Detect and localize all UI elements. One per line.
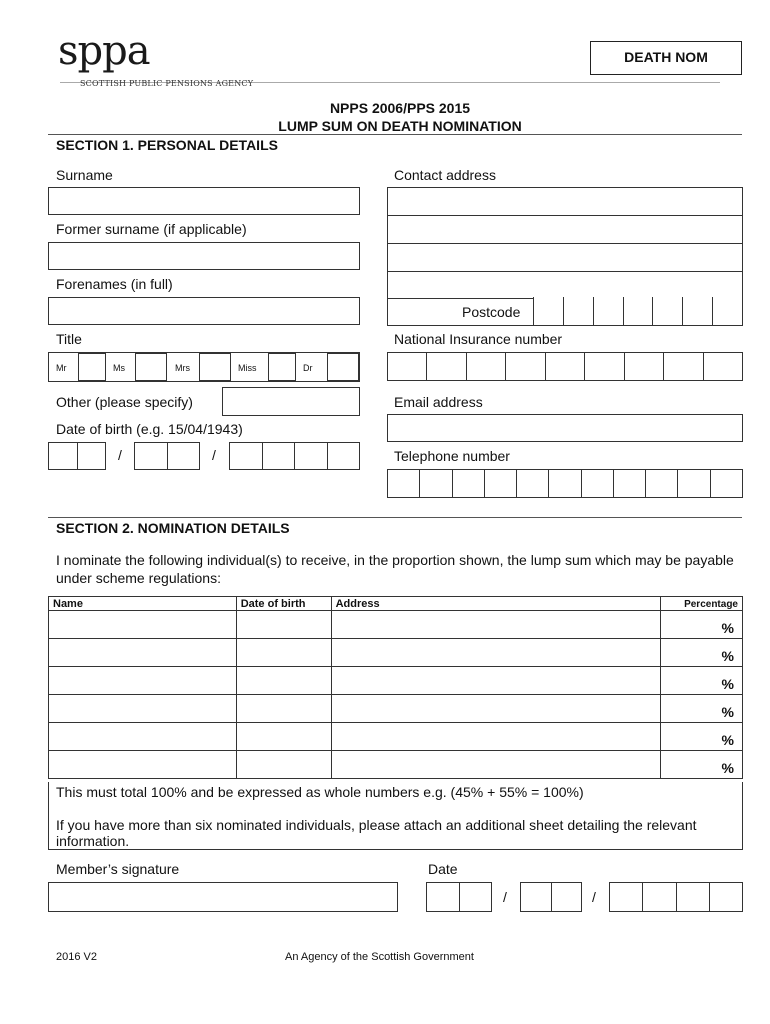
table-row (49, 695, 743, 723)
dob-year[interactable] (229, 442, 360, 470)
signature-input[interactable] (48, 882, 398, 912)
col-address: Address (331, 597, 660, 611)
email-input[interactable] (387, 414, 743, 442)
extra-note: If you have more than six nominated individuals, please attach an additional sheet detailing the relevant information. (56, 817, 697, 849)
form-title-1: NPPS 2006/PPS 2015 (329, 100, 471, 116)
title-ms-label: Ms (113, 363, 125, 373)
former-surname-input[interactable] (48, 242, 360, 270)
forenames-input[interactable] (48, 297, 360, 325)
title-mrs-label: Mrs (175, 363, 190, 373)
percent-cell[interactable]: % (661, 723, 743, 751)
dob-day[interactable] (48, 442, 106, 470)
table-row (49, 667, 743, 695)
postcode-label: Postcode (462, 304, 521, 320)
telephone-input[interactable] (387, 469, 743, 498)
telephone-label: Telephone number (394, 448, 510, 464)
percent-cell[interactable]: % (661, 611, 743, 639)
section1-rule (48, 134, 742, 135)
percent-cell[interactable]: % (661, 751, 743, 779)
table-row (49, 751, 743, 779)
contact-address-label: Contact address (394, 167, 496, 183)
percent-cell[interactable]: % (661, 695, 743, 723)
ni-number-input[interactable] (387, 352, 743, 381)
dob-label: Date of birth (e.g. 15/04/1943) (56, 421, 243, 437)
section2-rule (48, 517, 742, 518)
title-options (48, 352, 360, 382)
table-row (49, 639, 743, 667)
table-header-row (49, 597, 743, 611)
former-surname-label: Former surname (if applicable) (56, 221, 247, 237)
surname-label: Surname (56, 167, 113, 183)
dob-sep-1: / (118, 447, 122, 463)
sign-date-sep-1: / (503, 889, 507, 905)
footer-agency: An Agency of the Scottish Government (285, 951, 474, 963)
table-row (49, 723, 743, 751)
surname-input[interactable] (48, 187, 360, 215)
title-miss-checkbox[interactable] (268, 353, 296, 381)
nomination-table (48, 596, 743, 779)
table-row (49, 611, 743, 639)
sign-date-month[interactable] (520, 882, 582, 912)
section1-heading: SECTION 1. PERSONAL DETAILS (56, 137, 278, 153)
ni-number-label: National Insurance number (394, 331, 563, 347)
title-mr-label: Mr (56, 363, 67, 373)
notes-box (48, 782, 743, 850)
form-code-box (590, 41, 742, 75)
sign-date-day[interactable] (426, 882, 492, 912)
form-code: DEATH NOM (624, 49, 708, 65)
title-mrs-checkbox[interactable] (199, 353, 231, 381)
title-label: Title (56, 331, 82, 347)
title-dr-checkbox[interactable] (327, 353, 359, 381)
percent-cell[interactable]: % (661, 639, 743, 667)
sign-date-year[interactable] (609, 882, 743, 912)
title-mr-checkbox[interactable] (78, 353, 106, 381)
signature-label: Member’s signature (56, 861, 180, 877)
email-label: Email address (394, 394, 483, 410)
nomination-intro: I nominate the following individual(s) to receive, in the proportion shown, the lump sum which may be payable under scheme regulations: (56, 552, 734, 586)
form-title-2: LUMP SUM ON DEATH NOMINATION (278, 118, 522, 134)
sppa-logo: sppa (58, 28, 150, 74)
percent-cell[interactable]: % (661, 667, 743, 695)
date-label: Date (428, 861, 458, 877)
forenames-label: Forenames (in full) (56, 276, 173, 292)
title-ms-checkbox[interactable] (135, 353, 167, 381)
col-name: Name (49, 597, 237, 611)
footer-version: 2016 V2 (56, 951, 97, 963)
col-dob: Date of birth (236, 597, 331, 611)
dob-sep-2: / (212, 447, 216, 463)
other-title-label: Other (please specify) (56, 394, 193, 410)
other-title-input[interactable] (222, 387, 360, 416)
total-note: This must total 100% and be expressed as whole numbers e.g. (45% + 55% = 100%) (56, 784, 584, 800)
sign-date-sep-2: / (592, 889, 596, 905)
title-miss-label: Miss (238, 363, 257, 373)
dob-month[interactable] (134, 442, 200, 470)
col-percentage: Percentage (661, 597, 743, 611)
postcode-input[interactable] (533, 297, 743, 326)
section2-heading: SECTION 2. NOMINATION DETAILS (56, 520, 290, 536)
logo-subtitle: SCOTTISH PUBLIC PENSIONS AGENCY (80, 79, 254, 88)
title-dr-label: Dr (303, 363, 313, 373)
